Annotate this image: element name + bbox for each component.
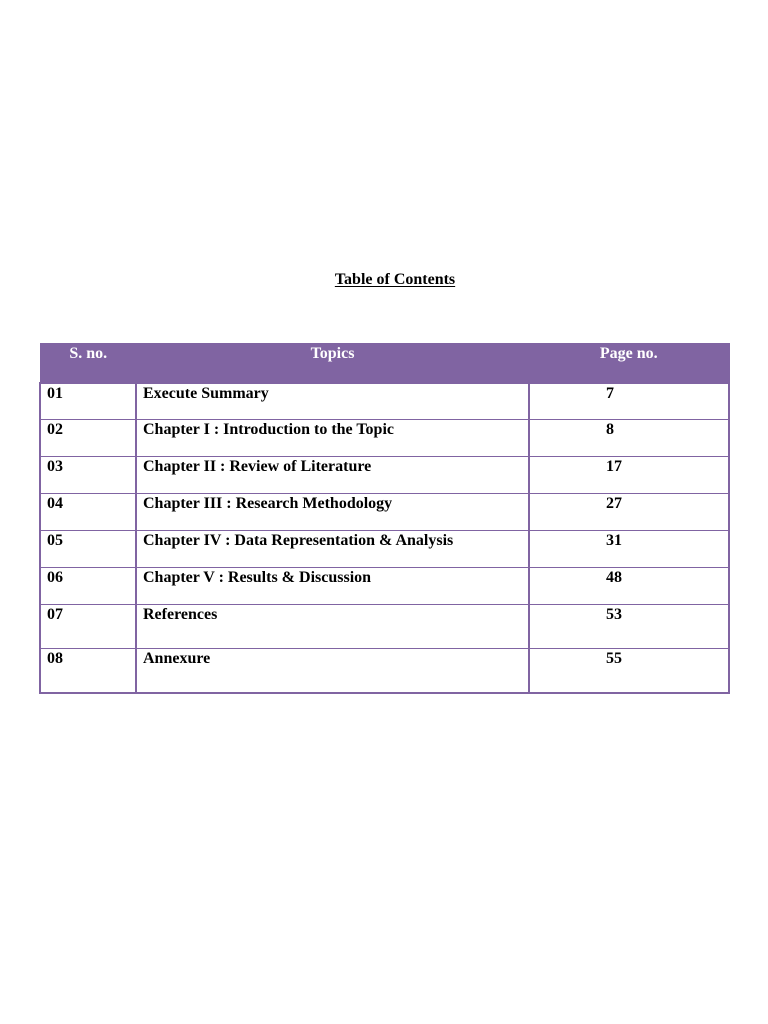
table-of-contents — [39, 343, 730, 694]
cell-page: 8 — [529, 420, 729, 457]
cell-topic: Chapter III : Research Methodology — [136, 494, 529, 531]
table-row — [40, 531, 729, 568]
header-topics: Topics — [136, 344, 529, 383]
cell-serial: 02 — [40, 420, 136, 457]
cell-page: 17 — [529, 457, 729, 494]
table-row — [40, 568, 729, 605]
cell-topic: Chapter V : Results & Discussion — [136, 568, 529, 605]
cell-page: 55 — [529, 649, 729, 693]
cell-page: 7 — [529, 383, 729, 420]
table-row — [40, 457, 729, 494]
cell-topic: Chapter IV : Data Representation & Analysis — [136, 531, 529, 568]
cell-page: 31 — [529, 531, 729, 568]
cell-serial: 08 — [40, 649, 136, 693]
cell-serial: 05 — [40, 531, 136, 568]
table-row — [40, 494, 729, 531]
cell-topic: Execute Summary — [136, 383, 529, 420]
table-row — [40, 420, 729, 457]
cell-serial: 04 — [40, 494, 136, 531]
cell-page: 48 — [529, 568, 729, 605]
table-row — [40, 649, 729, 693]
table-row — [40, 605, 729, 649]
cell-serial: 03 — [40, 457, 136, 494]
cell-serial: 01 — [40, 383, 136, 420]
cell-topic: Annexure — [136, 649, 529, 693]
cell-topic: Chapter I : Introduction to the Topic — [136, 420, 529, 457]
document-title: Table of Contents — [334, 271, 456, 288]
cell-page: 27 — [529, 494, 729, 531]
cell-topic: Chapter II : Review of Literature — [136, 457, 529, 494]
cell-serial: 06 — [40, 568, 136, 605]
cell-page: 53 — [529, 605, 729, 649]
header-serial-number: S. no. — [40, 344, 136, 383]
table-header-row — [40, 344, 729, 383]
header-page-number: Page no. — [529, 344, 729, 383]
cell-topic: References — [136, 605, 529, 649]
cell-serial: 07 — [40, 605, 136, 649]
table-row — [40, 383, 729, 420]
